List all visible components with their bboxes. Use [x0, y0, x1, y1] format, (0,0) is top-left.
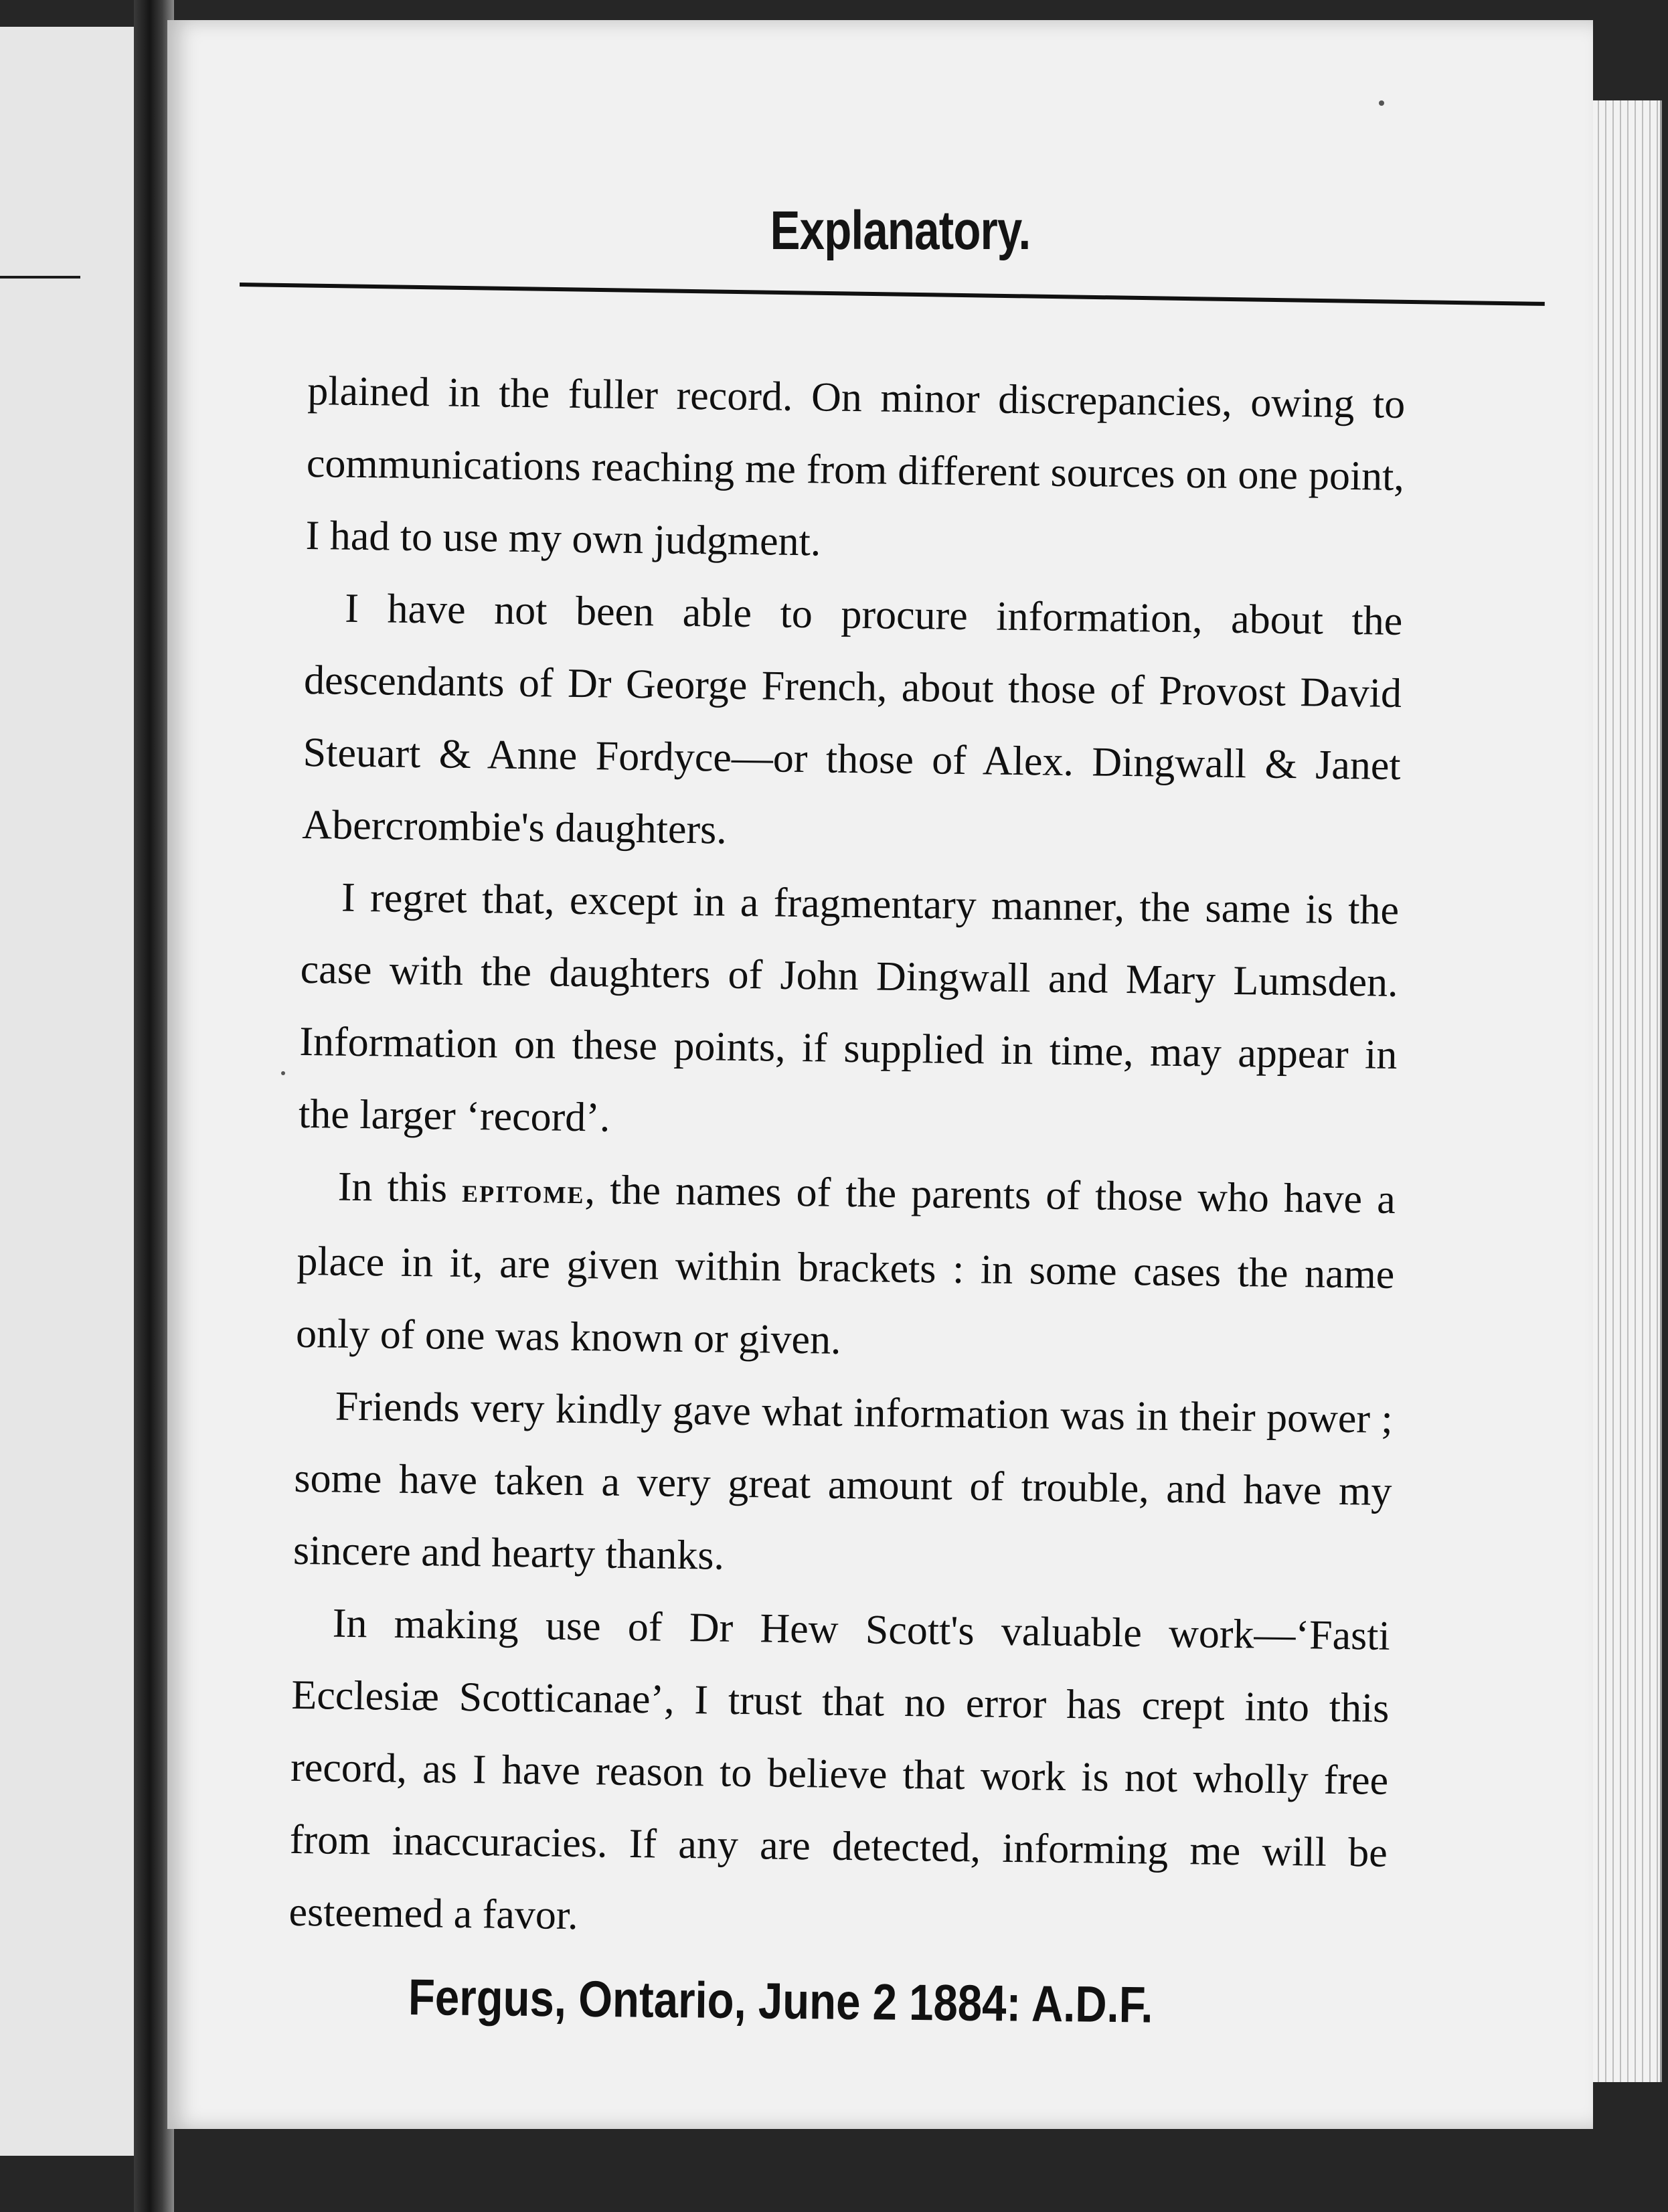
book-page	[167, 20, 1593, 2129]
scan-speck	[281, 1071, 285, 1075]
paragraph-1: plained in the fuller record. On minor discrepancies, owing to communications reaching me from different sources on one point, I had to use my own judgment.	[305, 368, 1406, 565]
paragraph-2: I have not been able to procure information, about the descendants of Dr George French, about those of Provost David Steuart & Anne Fordyce—or those of Alex. Dingwall & Janet Abercrombie's daughters.	[302, 585, 1403, 853]
signature-line: Fergus, Ontario, June 2 1884: A.D.F.	[408, 1969, 1154, 2034]
paragraph-6: In making use of Dr Hew Scott's valuable work—‘Fasti Ecclesiæ Scotticanae’, I trust that no error has crept into this record, as I have reason to believe that work is not wholly free from inaccuracies. If any are detected, informing me will be esteemed a favor.	[288, 1600, 1391, 1939]
paragraph-4-rest: , the names of the parents of those who have a place in it, are given within brackets : in some cases the name only of one was known or given.	[295, 1167, 1396, 1363]
scan-speck	[1379, 100, 1384, 106]
previous-page-edge	[0, 27, 142, 2156]
body-text	[288, 355, 1406, 1962]
header-rule	[240, 283, 1545, 306]
epitome-smallcaps: epitome	[461, 1171, 585, 1212]
paragraph-4-lead: In this	[337, 1164, 448, 1211]
paragraph-3: I regret that, except in a fragmentary manner, the same is the case with the daughters of John Dingwall and Mary Lumsden. Information on these points, if supplied in time, may appear in the larger ‘record’.	[298, 874, 1400, 1141]
paragraph-5: Friends very kindly gave what information was in their power ; some have taken a very great amount of trouble, and have my sincere and hearty thanks.	[293, 1383, 1394, 1579]
previous-page-rule	[0, 276, 80, 279]
running-head: Explanatory.	[770, 200, 1031, 261]
paragraph-4	[295, 1150, 1396, 1383]
